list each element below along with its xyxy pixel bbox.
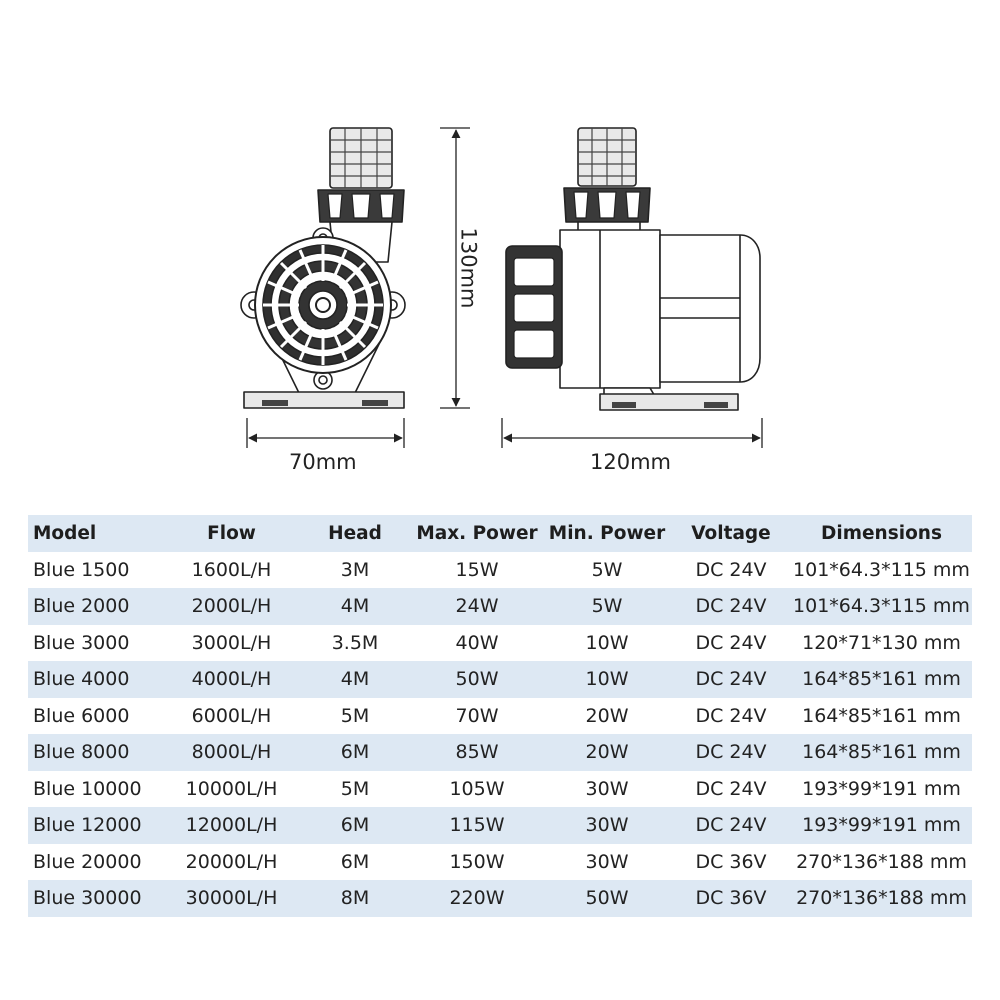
cell-max-power: 150W — [449, 850, 505, 873]
width-side-dimension-label: 120mm — [590, 450, 671, 474]
cell-flow: 3000L/H — [191, 631, 272, 654]
cell-model: Blue 2000 — [33, 595, 130, 618]
cell-voltage: DC 36V — [695, 887, 767, 910]
cell-dimensions: 270*136*188 mm — [796, 887, 967, 910]
cell-min-power: 10W — [585, 668, 629, 691]
table-row — [28, 771, 972, 808]
column-header-dimensions: Dimensions — [821, 522, 942, 544]
cell-model: Blue 10000 — [33, 777, 142, 800]
cell-min-power: 30W — [585, 814, 629, 837]
cell-max-power: 15W — [455, 558, 499, 581]
cell-min-power: 20W — [585, 741, 629, 764]
cell-voltage: DC 24V — [695, 777, 767, 800]
cell-voltage: DC 24V — [695, 704, 767, 727]
cell-max-power: 40W — [455, 631, 499, 654]
cell-model: Blue 30000 — [33, 887, 142, 910]
cell-min-power: 50W — [585, 887, 629, 910]
cell-model: Blue 20000 — [33, 850, 142, 873]
cell-dimensions: 270*136*188 mm — [796, 850, 967, 873]
cell-model: Blue 1500 — [33, 558, 130, 581]
front-view — [241, 128, 405, 408]
cell-voltage: DC 24V — [695, 741, 767, 764]
cell-max-power: 50W — [455, 668, 499, 691]
cell-max-power: 85W — [455, 741, 499, 764]
cell-min-power: 10W — [585, 631, 629, 654]
cell-flow: 10000L/H — [185, 777, 278, 800]
table-row — [28, 661, 972, 698]
cell-max-power: 105W — [449, 777, 505, 800]
cell-model: Blue 8000 — [33, 741, 130, 764]
cell-voltage: DC 24V — [695, 558, 767, 581]
cell-head: 6M — [340, 814, 370, 837]
cell-flow: 6000L/H — [191, 704, 272, 727]
table-header-row — [28, 515, 972, 552]
table-row — [28, 844, 972, 881]
cell-voltage: DC 24V — [695, 595, 767, 618]
cell-voltage: DC 24V — [695, 814, 767, 837]
table-row — [28, 625, 972, 662]
cell-max-power: 220W — [449, 887, 505, 910]
cell-max-power: 70W — [455, 704, 499, 727]
cell-dimensions: 101*64.3*115 mm — [793, 595, 970, 618]
cell-dimensions: 164*85*161 mm — [802, 741, 961, 764]
cell-dimensions: 120*71*130 mm — [802, 631, 961, 654]
cell-flow: 2000L/H — [191, 595, 272, 618]
column-header-flow: Flow — [207, 522, 256, 544]
cell-head: 3M — [340, 558, 370, 581]
side-view — [506, 128, 760, 410]
cell-dimensions: 164*85*161 mm — [802, 704, 961, 727]
cell-head: 5M — [340, 704, 370, 727]
cell-head: 6M — [340, 741, 370, 764]
cell-dimensions: 193*99*191 mm — [802, 814, 961, 837]
column-header-min-power: Min. Power — [548, 522, 666, 544]
table-row — [28, 734, 972, 771]
table-row — [28, 552, 972, 589]
specifications-table — [28, 515, 972, 917]
cell-model: Blue 4000 — [33, 668, 130, 691]
table-row — [28, 807, 972, 844]
column-header-voltage: Voltage — [691, 522, 771, 544]
cell-voltage: DC 36V — [695, 850, 767, 873]
cell-head: 4M — [340, 668, 370, 691]
cell-flow: 20000L/H — [185, 850, 278, 873]
cell-head: 4M — [340, 595, 370, 618]
cell-head: 5M — [340, 777, 370, 800]
cell-min-power: 5W — [591, 558, 623, 581]
cell-model: Blue 6000 — [33, 704, 130, 727]
cell-flow: 1600L/H — [191, 558, 272, 581]
table-row — [28, 588, 972, 625]
cell-min-power: 30W — [585, 777, 629, 800]
cell-head: 8M — [340, 887, 370, 910]
column-header-model: Model — [33, 522, 97, 544]
cell-voltage: DC 24V — [695, 668, 767, 691]
cell-flow: 8000L/H — [191, 741, 272, 764]
cell-voltage: DC 24V — [695, 631, 767, 654]
width-front-dimension-label: 70mm — [289, 450, 357, 474]
cell-dimensions: 164*85*161 mm — [802, 668, 961, 691]
column-header-max-power: Max. Power — [416, 522, 538, 544]
table-row — [28, 698, 972, 735]
cell-model: Blue 12000 — [33, 814, 142, 837]
cell-max-power: 24W — [455, 595, 499, 618]
cell-flow: 30000L/H — [185, 887, 278, 910]
cell-flow: 12000L/H — [185, 814, 278, 837]
cell-head: 6M — [340, 850, 370, 873]
column-header-head: Head — [328, 522, 382, 544]
cell-dimensions: 193*99*191 mm — [802, 777, 961, 800]
table-row — [28, 880, 972, 917]
cell-min-power: 20W — [585, 704, 629, 727]
cell-head: 3.5M — [331, 631, 379, 654]
height-dimension-label: 130mm — [456, 227, 481, 309]
cell-model: Blue 3000 — [33, 631, 130, 654]
cell-min-power: 5W — [591, 595, 623, 618]
cell-dimensions: 101*64.3*115 mm — [793, 558, 970, 581]
cell-flow: 4000L/H — [191, 668, 272, 691]
cell-min-power: 30W — [585, 850, 629, 873]
cell-max-power: 115W — [449, 814, 505, 837]
